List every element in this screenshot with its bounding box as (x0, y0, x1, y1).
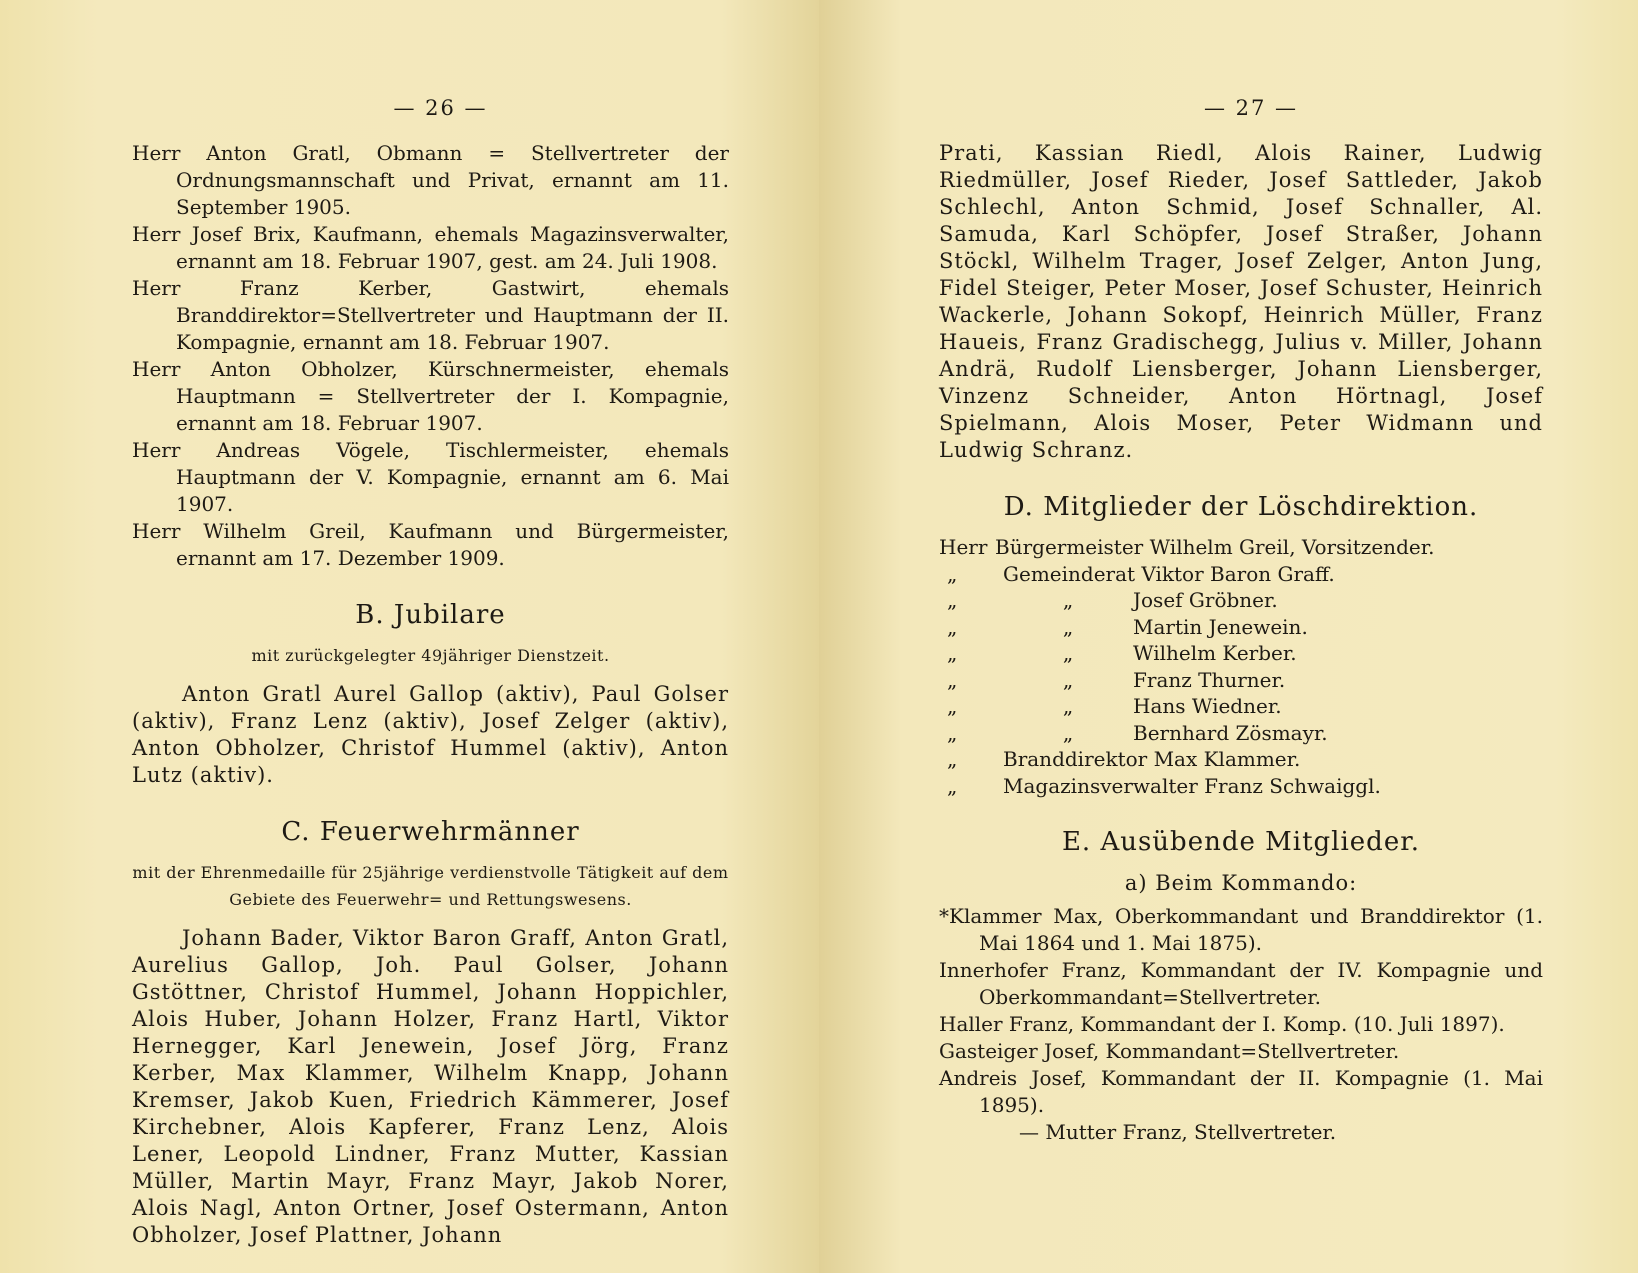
ditto-mark: „ (947, 747, 958, 771)
ditto-mark: „ (1062, 588, 1074, 612)
list-item (939, 667, 1543, 694)
ditto-mark: „ (947, 588, 958, 612)
list-text: Wilhelm Kerber. (1133, 641, 1297, 665)
list-text: Hans Wiedner. (1133, 694, 1282, 718)
ditto-mark: „ (1062, 667, 1074, 692)
list-prefix: Herr (939, 535, 988, 559)
ditto-mark: „ (1062, 614, 1074, 639)
fire-board-list (939, 534, 1543, 799)
list-item: Herr Andreas Vögele, Tischlermeister, ehemals Hauptmann der V. Kompagnie, ernannt am 6. Mai 1907. (132, 438, 729, 516)
list-item: Haller Franz, Kommandant der I. Komp. (10. Juli 1897). (939, 1012, 1505, 1036)
list-item (939, 693, 1543, 720)
section-e-heading: E. Ausübende Mitglieder. (1061, 827, 1421, 857)
section-b-subheading: mit zurückgelegter 49jähriger Dienstzeit. (251, 646, 610, 665)
list-item: — Mutter Franz, Stellvertreter. (1019, 1120, 1337, 1144)
ditto-mark: „ (1062, 720, 1074, 745)
list-item: Herr Franz Kerber, Gastwirt, ehemals Branddirektor=Stellvertreter und Hauptmann der II. Kompagnie, ernannt am 18. Februar 1907. (132, 276, 729, 354)
list-text: Bernhard Zösmayr. (1133, 720, 1328, 745)
list-item: Herr Wilhelm Greil, Kaufmann und Bürgermeister, ernannt am 17. Dezember 1909. (132, 519, 729, 570)
list-item (939, 561, 1543, 588)
list-text: Magazinsverwalter Franz Schwaiggl. (1003, 773, 1381, 798)
list-text: Josef Gröbner. (1133, 588, 1278, 612)
section-b-text: Anton Gratl Aurel Gallop (aktiv), Paul Golser (aktiv), Franz Lenz (aktiv), Josef Zelger (aktiv), Anton Obholzer, Christof Hummel (aktiv), Anton Lutz (aktiv). (132, 682, 729, 787)
section-c-subheading: mit der Ehrenmedaille für 25jährige verdienstvolle Tätigkeit auf dem Gebiete des Feuerwehr= und Rettungswesens. (132, 863, 729, 909)
list-text: Martin Jenewein. (1133, 614, 1308, 639)
list-text: Bürgermeister Wilhelm Greil, Vorsitzender. (995, 535, 1435, 559)
ditto-mark: „ (947, 641, 958, 665)
ditto-mark: „ (947, 561, 958, 586)
section-e-subheading: a) Beim Kommando: (1124, 871, 1358, 895)
ditto-mark: „ (947, 614, 958, 639)
section-c-heading: C. Feuerwehrmänner (281, 817, 580, 847)
ditto-mark: „ (947, 667, 958, 692)
ditto-mark: „ (947, 773, 958, 798)
page-right (819, 0, 1638, 1273)
list-item: Herr Anton Gratl, Obmann = Stellvertreter der Ordnungsmannschaft und Privat, ernannt am 11. September 1905. (132, 141, 729, 219)
list-item: Herr Anton Obholzer, Kürschnermeister, ehemals Hauptmann = Stellvertreter der I. Kompagnie, ernannt am 18. Februar 1907. (132, 357, 729, 435)
section-b-heading: B. Jubilare (355, 600, 506, 630)
list-item (939, 534, 1543, 561)
ditto-mark: „ (1062, 641, 1074, 665)
list-item (939, 773, 1543, 800)
ditto-mark: „ (1062, 694, 1074, 718)
list-item: Andreis Josef, Kommandant der II. Kompagnie (1. Mai 1895). (939, 1066, 1543, 1117)
list-item (939, 587, 1543, 614)
page-number-right: — 27 — (1203, 96, 1299, 120)
list-item (939, 614, 1543, 641)
continuation-text: Prati, Kassian Riedl, Alois Rainer, Ludwig Riedmüller, Josef Rieder, Josef Sattleder, Jakob Schlechl, Anton Schmid, Josef Schnaller, Al. Samuda, Karl Schöpfer, Josef Straßer, Johann Stöckl, Wilhelm Trager, Josef Zelger, Anton Jung, Fidel Steiger, Peter Moser, Josef Schuster, Heinrich Wackerle, Johann Sokopf, Heinrich Müller, Franz Haueis, Franz Gradischegg, Julius v. Miller, Johann Andrä, Rudolf Liensberger, Johann Liensberger, Vinzenz Schneider, Anton Hörtnagl, Josef Spielmann, Alois Moser, Peter Widmann und Ludwig Schranz. (939, 141, 1543, 462)
list-item: Innerhofer Franz, Kommandant der IV. Kompagnie und Oberkommandant=Stellvertreter. (939, 958, 1543, 1009)
ditto-mark: „ (947, 694, 958, 718)
page-number-left: — 26 — (393, 96, 488, 120)
list-item: *Klammer Max, Oberkommandant und Branddirektor (1. Mai 1864 und 1. Mai 1875). (939, 904, 1543, 955)
list-text: Branddirektor Max Klammer. (1003, 747, 1301, 771)
list-item: Gasteiger Josef, Kommandant=Stellvertreter. (939, 1039, 1400, 1063)
list-item (939, 746, 1543, 773)
list-item (939, 640, 1543, 667)
list-item: Herr Josef Brix, Kaufmann, ehemals Magazinsverwalter, ernannt am 18. Februar 1907, gest. am 24. Juli 1908. (132, 222, 729, 273)
list-text: Franz Thurner. (1133, 667, 1286, 692)
ditto-mark: „ (947, 720, 958, 745)
section-d-heading: D. Mitglieder der Löschdirektion. (1003, 492, 1479, 522)
command-members-list (939, 903, 1543, 1146)
list-item (939, 720, 1543, 747)
section-c-text: Johann Bader, Viktor Baron Graff, Anton Gratl, Aurelius Gallop, Joh. Paul Golser, Johann Gstöttner, Christof Hummel, Johann Hoppichler, Alois Huber, Johann Holzer, Franz Hartl, Viktor Hernegger, Karl Jenewein, Josef Jörg, Franz Kerber, Max Klammer, Wilhelm Knapp, Johann Kremser, Jakob Kuen, Friedrich Kämmerer, Josef Kirchebner, Alois Kapferer, Franz Lenz, Alois Lener, Leopold Lindner, Franz Mutter, Kassian Müller, Martin Mayr, Franz Mayr, Jakob Norer, Alois Nagl, Anton Ortner, Josef Ostermann, Anton Obholzer, Josef Plattner, Johann (132, 926, 729, 1247)
list-text: Gemeinderat Viktor Baron Graff. (1003, 561, 1335, 586)
honorary-members-list (132, 140, 729, 572)
